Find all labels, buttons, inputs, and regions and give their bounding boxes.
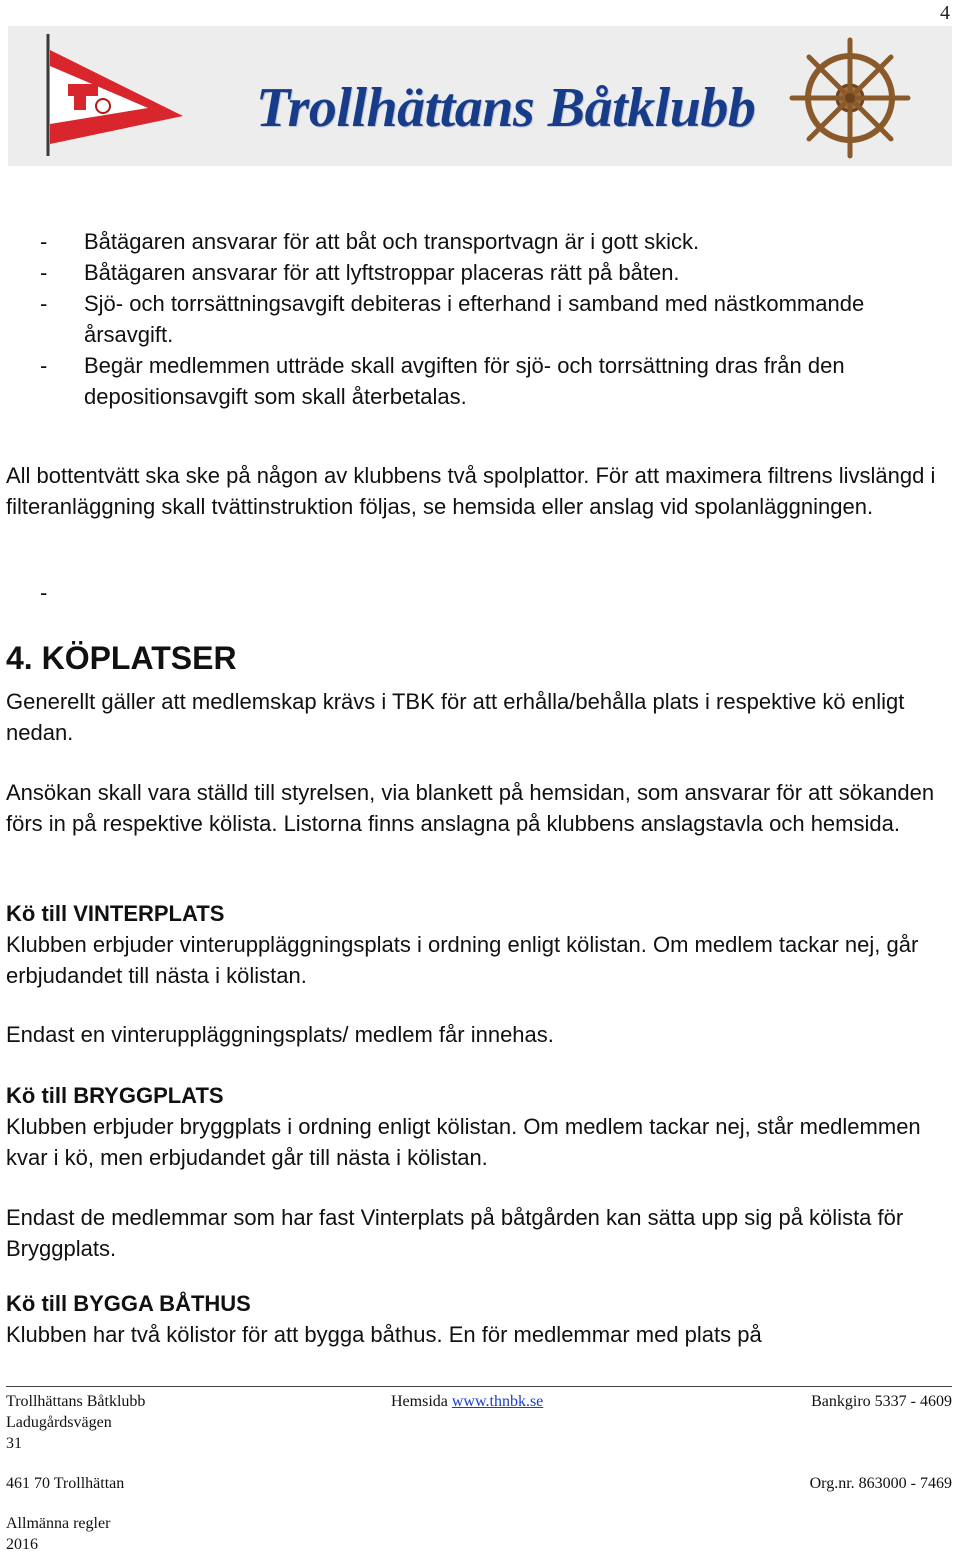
queue-text: Klubben erbjuder bryggplats i ordning enligt kölistan. Om medlem tackar nej, står medlemmen kvar i kö, men erbjudandet går till nästa i kölistan. — [6, 1114, 921, 1170]
page-number: 4 — [940, 2, 950, 24]
list-item-text: Begär medlemmen utträde skall avgiften för sjö- och torrsättning dras från den depositionsavgift som skall återbetalas. — [84, 353, 845, 409]
bullet-dash: - — [40, 229, 48, 254]
website-link[interactable]: www.thnbk.se — [451, 1393, 544, 1410]
footer-doc-name: Allmänna regler — [6, 1515, 111, 1532]
list-item — [40, 257, 950, 288]
orgnr-label: Org.nr. — [809, 1475, 855, 1492]
bullet-dash: - — [40, 291, 48, 316]
club-logo-text: Trollhättans Båtklubb — [256, 77, 756, 139]
queue-heading: Kö till BYGGA BÅTHUS — [6, 1291, 251, 1316]
list-item-text: Båtägaren ansvarar för att båt och transportvagn är i gott skick. — [84, 229, 700, 254]
footer-postal: 461 70 Trollhättan — [6, 1475, 125, 1492]
list-item-text: Båtägaren ansvarar för att lyftstroppar placeras rätt på båten. — [84, 260, 680, 285]
bullet-dash: - — [40, 353, 48, 378]
paragraph-bottentvatt: All bottentvätt ska ske på någon av klubbens två spolplattor. För att maximera filtrens livslängd i filteranläggning skall tvättinstruktion följas, se hemsida eller anslag vid spolanläggningen. — [6, 463, 936, 519]
stray-dash: - — [40, 580, 48, 605]
queue-vinter — [6, 898, 946, 991]
section-heading: 4. KÖPLATSER — [6, 640, 237, 676]
queue-heading: Kö till BRYGGPLATS — [6, 1083, 224, 1108]
section-intro: Generellt gäller att medlemskap krävs i TBK för att erhålla/behålla plats i respektive kö enligt nedan. — [6, 689, 905, 745]
queue-text: Klubben erbjuder vinteruppläggningsplats i ordning enligt kölistan. Om medlem tackar nej, går erbjudandet till nästa i kölistan. — [6, 932, 919, 988]
queue-text: Klubben har två kölistor för att bygga båthus. En för medlemmar med plats på — [6, 1322, 762, 1347]
footer-website — [391, 1391, 543, 1412]
club-pennant-flag-icon — [48, 34, 183, 156]
list-item — [40, 350, 950, 412]
footer-street: Ladugårdsvägen — [6, 1414, 112, 1431]
ships-wheel-icon — [792, 40, 908, 156]
footer-street-number: 31 — [6, 1435, 22, 1452]
queue-bathus — [6, 1288, 946, 1350]
application-paragraph: Ansökan skall vara ställd till styrelsen, via blankett på hemsidan, som ansvarar för att sökanden förs in på respektive kölista. Listorna finns anslagna på klubbens anslagstavla och hemsida. — [6, 780, 935, 836]
queue-vinter-note: Endast en vinteruppläggningsplats/ medlem får innehas. — [6, 1022, 554, 1047]
bankgiro-value: 5337 - 4609 — [874, 1393, 952, 1410]
queue-brygga-note: Endast de medlemmar som har fast Vinterplats på båtgården kan sätta upp sig på kölista för Bryggplats. — [6, 1205, 904, 1261]
bankgiro-label: Bankgiro — [811, 1393, 871, 1410]
list-item-text: Sjö- och torrsättningsavgift debiteras i efterhand i samband med nästkommande årsavgift. — [84, 291, 865, 347]
footer-orgnr — [810, 1473, 952, 1494]
website-label: Hemsida — [391, 1393, 448, 1410]
header-banner — [8, 26, 952, 166]
footer-year: 2016 — [6, 1536, 38, 1553]
rules-bullet-list — [40, 226, 950, 412]
queue-brygga — [6, 1080, 946, 1173]
list-item — [40, 226, 950, 257]
page-footer — [6, 1386, 952, 1553]
orgnr-value: 863000 - 7469 — [858, 1475, 952, 1492]
queue-heading: Kö till VINTERPLATS — [6, 901, 225, 926]
footer-bankgiro — [811, 1391, 952, 1412]
footer-org-name: Trollhättans Båtklubb — [6, 1393, 146, 1410]
bullet-dash: - — [40, 260, 48, 285]
list-item — [40, 288, 950, 350]
